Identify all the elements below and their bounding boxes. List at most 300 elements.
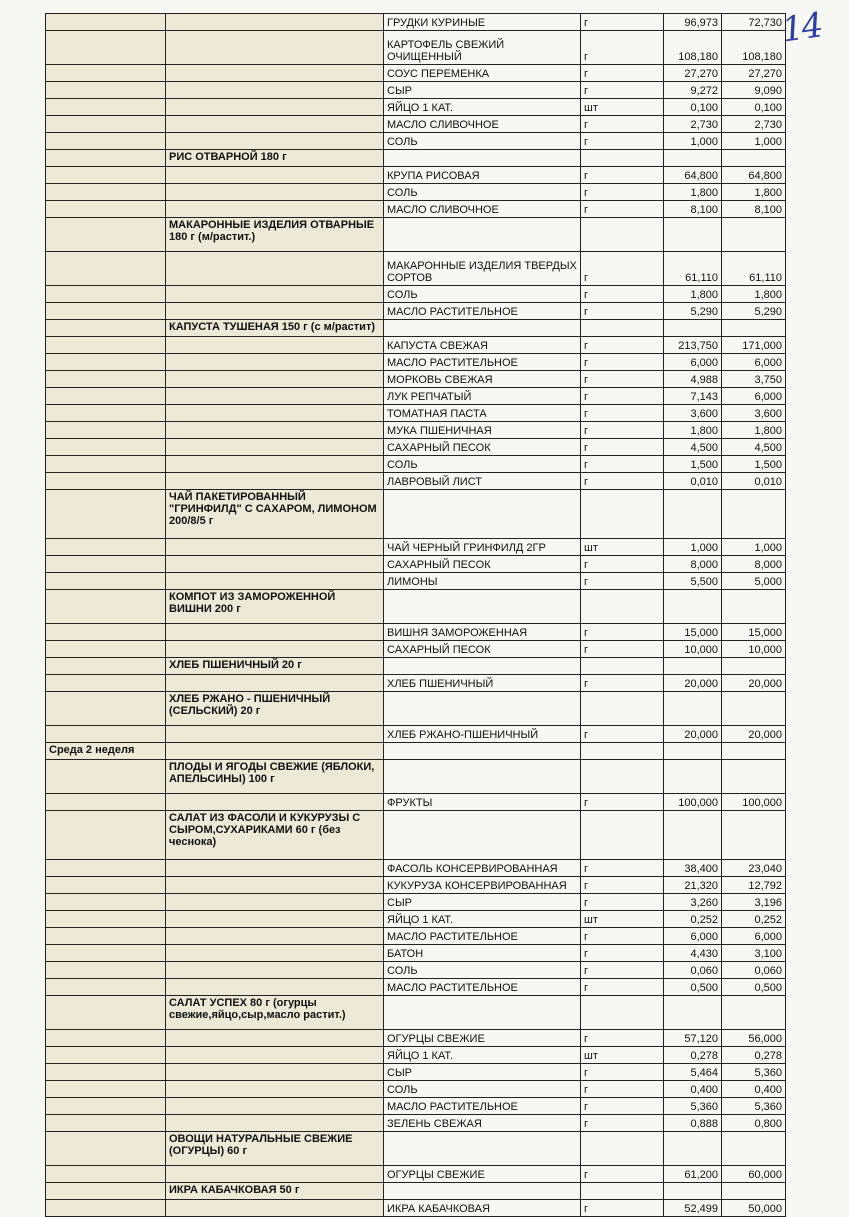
ingredient-name: МАСЛО СЛИВОЧНОЕ — [384, 116, 581, 133]
day-cell — [46, 641, 166, 658]
gross-weight — [664, 658, 722, 675]
unit-cell: г — [581, 894, 664, 911]
net-weight: 0,500 — [722, 979, 786, 996]
net-weight: 1,800 — [722, 422, 786, 439]
unit-cell: г — [581, 422, 664, 439]
gross-weight: 4,988 — [664, 371, 722, 388]
net-weight — [722, 760, 786, 794]
gross-weight — [664, 692, 722, 726]
ingredient-row — [46, 928, 786, 945]
dish-name: РИС ОТВАРНОЙ 180 г — [166, 150, 384, 167]
gross-weight: 1,000 — [664, 133, 722, 150]
dish-cell — [166, 945, 384, 962]
unit-cell — [581, 590, 664, 624]
gross-weight: 0,500 — [664, 979, 722, 996]
gross-weight: 5,464 — [664, 1064, 722, 1081]
gross-weight: 2,730 — [664, 116, 722, 133]
ingredient-row — [46, 31, 786, 65]
dish-cell — [166, 1200, 384, 1217]
net-weight: 100,000 — [722, 794, 786, 811]
dish-name: ЧАЙ ПАКЕТИРОВАННЫЙ "ГРИНФИЛД" С САХАРОМ, ЛИМОНОМ 200/8/5 г — [166, 490, 384, 539]
dish-cell — [166, 473, 384, 490]
unit-cell: г — [581, 928, 664, 945]
net-weight: 50,000 — [722, 1200, 786, 1217]
day-cell — [46, 1200, 166, 1217]
day-cell — [46, 658, 166, 675]
unit-cell: г — [581, 167, 664, 184]
dish-cell — [166, 82, 384, 99]
ingredient-row — [46, 641, 786, 658]
unit-cell: г — [581, 133, 664, 150]
dish-cell — [166, 624, 384, 641]
ingredient-row — [46, 405, 786, 422]
net-weight: 23,040 — [722, 860, 786, 877]
day-cell — [46, 911, 166, 928]
day-row — [46, 743, 786, 760]
day-cell — [46, 590, 166, 624]
net-weight: 108,180 — [722, 31, 786, 65]
ingredient-name: СОЛЬ — [384, 1081, 581, 1098]
unit-cell — [581, 218, 664, 252]
dish-cell — [166, 573, 384, 590]
day-cell — [46, 65, 166, 82]
gross-weight: 5,290 — [664, 303, 722, 320]
day-cell — [46, 1115, 166, 1132]
unit-cell: г — [581, 675, 664, 692]
day-cell — [46, 1064, 166, 1081]
ingredient-row — [46, 184, 786, 201]
net-weight: 1,000 — [722, 539, 786, 556]
dish-row — [46, 320, 786, 337]
gross-weight: 0,400 — [664, 1081, 722, 1098]
dish-cell — [166, 388, 384, 405]
day-cell — [46, 726, 166, 743]
dish-name: ХЛЕБ ПШЕНИЧНЫЙ 20 г — [166, 658, 384, 675]
ingredient-name — [384, 150, 581, 167]
day-cell — [46, 1132, 166, 1166]
dish-row — [46, 760, 786, 794]
ingredient-name: СОЛЬ — [384, 456, 581, 473]
ingredient-name: МАСЛО РАСТИТЕЛЬНОЕ — [384, 928, 581, 945]
net-weight: 3,750 — [722, 371, 786, 388]
dish-cell — [166, 894, 384, 911]
dish-cell — [166, 371, 384, 388]
ingredient-row — [46, 371, 786, 388]
ingredient-name: ЧАЙ ЧЕРНЫЙ ГРИНФИЛД 2ГР — [384, 539, 581, 556]
ingredient-name: ГРУДКИ КУРИНЫЕ — [384, 14, 581, 31]
day-cell — [46, 894, 166, 911]
gross-weight: 8,000 — [664, 556, 722, 573]
ingredient-name: ЛАВРОВЫЙ ЛИСТ — [384, 473, 581, 490]
net-weight: 3,196 — [722, 894, 786, 911]
day-cell — [46, 760, 166, 794]
net-weight — [722, 1132, 786, 1166]
net-weight: 27,270 — [722, 65, 786, 82]
day-cell — [46, 573, 166, 590]
ingredient-name: ФАСОЛЬ КОНСЕРВИРОВАННАЯ — [384, 860, 581, 877]
gross-weight: 0,278 — [664, 1047, 722, 1064]
gross-weight: 7,143 — [664, 388, 722, 405]
dish-cell — [166, 877, 384, 894]
dish-cell — [166, 1047, 384, 1064]
gross-weight: 108,180 — [664, 31, 722, 65]
ingredient-name: ФРУКТЫ — [384, 794, 581, 811]
dish-cell — [166, 1081, 384, 1098]
dish-cell — [166, 556, 384, 573]
day-cell — [46, 692, 166, 726]
dish-row — [46, 1183, 786, 1200]
day-label: Среда 2 неделя — [46, 743, 166, 760]
unit-cell: г — [581, 31, 664, 65]
ingredient-row — [46, 794, 786, 811]
unit-cell: г — [581, 556, 664, 573]
day-cell — [46, 1166, 166, 1183]
day-cell — [46, 422, 166, 439]
day-cell — [46, 14, 166, 31]
dish-cell — [166, 337, 384, 354]
ingredient-row — [46, 1030, 786, 1047]
day-cell — [46, 201, 166, 218]
day-cell — [46, 1098, 166, 1115]
dish-row — [46, 490, 786, 539]
gross-weight: 6,000 — [664, 928, 722, 945]
net-weight: 0,060 — [722, 962, 786, 979]
ingredient-name: МАСЛО РАСТИТЕЛЬНОЕ — [384, 979, 581, 996]
unit-cell: г — [581, 456, 664, 473]
net-weight: 8,000 — [722, 556, 786, 573]
ingredient-row — [46, 456, 786, 473]
day-cell — [46, 303, 166, 320]
dish-cell — [166, 201, 384, 218]
dish-cell — [166, 1115, 384, 1132]
ingredient-name — [384, 320, 581, 337]
dish-cell — [166, 911, 384, 928]
net-weight: 15,000 — [722, 624, 786, 641]
dish-name: ХЛЕБ РЖАНО - ПШЕНИЧНЫЙ (СЕЛЬСКИЙ) 20 г — [166, 692, 384, 726]
unit-cell — [581, 692, 664, 726]
dish-cell — [166, 1030, 384, 1047]
dish-cell — [166, 65, 384, 82]
ingredient-name: ХЛЕБ РЖАНО-ПШЕНИЧНЫЙ — [384, 726, 581, 743]
day-cell — [46, 624, 166, 641]
gross-weight: 5,360 — [664, 1098, 722, 1115]
net-weight: 5,000 — [722, 573, 786, 590]
day-cell — [46, 218, 166, 252]
dish-cell — [166, 286, 384, 303]
net-weight: 12,792 — [722, 877, 786, 894]
day-cell — [46, 150, 166, 167]
gross-weight: 27,270 — [664, 65, 722, 82]
net-weight: 10,000 — [722, 641, 786, 658]
dish-cell — [166, 726, 384, 743]
net-weight: 171,000 — [722, 337, 786, 354]
unit-cell: г — [581, 1200, 664, 1217]
dish-cell — [166, 14, 384, 31]
dish-cell — [166, 979, 384, 996]
unit-cell: г — [581, 979, 664, 996]
day-cell — [46, 456, 166, 473]
day-cell — [46, 996, 166, 1030]
ingredient-name: МОРКОВЬ СВЕЖАЯ — [384, 371, 581, 388]
unit-cell: г — [581, 1030, 664, 1047]
ingredient-row — [46, 14, 786, 31]
ingredient-name: КАРТОФЕЛЬ СВЕЖИЙ ОЧИЩЕННЫЙ — [384, 31, 581, 65]
net-weight: 20,000 — [722, 675, 786, 692]
day-cell — [46, 99, 166, 116]
ingredient-name: СОЛЬ — [384, 962, 581, 979]
ingredient-name: КРУПА РИСОВАЯ — [384, 167, 581, 184]
ingredient-row — [46, 337, 786, 354]
gross-weight: 0,100 — [664, 99, 722, 116]
gross-weight: 1,000 — [664, 539, 722, 556]
ingredient-name: ЛУК РЕПЧАТЫЙ — [384, 388, 581, 405]
dish-name: КАПУСТА ТУШЕНАЯ 150 г (с м/растит) — [166, 320, 384, 337]
gross-weight: 1,800 — [664, 422, 722, 439]
unit-cell: г — [581, 1115, 664, 1132]
ingredient-name: СОЛЬ — [384, 133, 581, 150]
net-weight — [722, 811, 786, 860]
net-weight: 6,000 — [722, 928, 786, 945]
ingredient-row — [46, 252, 786, 286]
net-weight — [722, 320, 786, 337]
gross-weight: 5,500 — [664, 573, 722, 590]
day-cell — [46, 556, 166, 573]
dish-name: ПЛОДЫ И ЯГОДЫ СВЕЖИЕ (ЯБЛОКИ, АПЕЛЬСИНЫ) 100 г — [166, 760, 384, 794]
net-weight: 5,360 — [722, 1098, 786, 1115]
ingredient-row — [46, 877, 786, 894]
ingredient-row — [46, 675, 786, 692]
day-cell — [46, 82, 166, 99]
ingredient-row — [46, 65, 786, 82]
day-cell — [46, 928, 166, 945]
gross-weight: 21,320 — [664, 877, 722, 894]
net-weight — [722, 1183, 786, 1200]
net-weight: 1,800 — [722, 184, 786, 201]
ingredient-name: ЯЙЦО 1 КАТ. — [384, 1047, 581, 1064]
day-cell — [46, 252, 166, 286]
gross-weight: 10,000 — [664, 641, 722, 658]
day-cell — [46, 184, 166, 201]
ingredient-name: ВИШНЯ ЗАМОРОЖЕННАЯ — [384, 624, 581, 641]
net-weight: 3,100 — [722, 945, 786, 962]
gross-weight: 9,272 — [664, 82, 722, 99]
ingredient-row — [46, 556, 786, 573]
net-weight: 6,000 — [722, 354, 786, 371]
dish-cell — [166, 405, 384, 422]
dish-cell — [166, 456, 384, 473]
net-weight: 0,100 — [722, 99, 786, 116]
gross-weight — [664, 811, 722, 860]
dish-row — [46, 811, 786, 860]
ingredient-name: МАСЛО СЛИВОЧНОЕ — [384, 201, 581, 218]
unit-cell: г — [581, 641, 664, 658]
unit-cell: г — [581, 405, 664, 422]
ingredient-name — [384, 1132, 581, 1166]
ingredient-row — [46, 1064, 786, 1081]
dish-row — [46, 218, 786, 252]
ingredient-name: ОГУРЦЫ СВЕЖИЕ — [384, 1030, 581, 1047]
gross-weight: 0,060 — [664, 962, 722, 979]
unit-cell — [581, 490, 664, 539]
ingredient-row — [46, 286, 786, 303]
ingredient-name — [384, 590, 581, 624]
unit-cell: г — [581, 65, 664, 82]
net-weight — [722, 743, 786, 760]
day-cell — [46, 133, 166, 150]
ingredient-name: СЫР — [384, 1064, 581, 1081]
table-body — [46, 14, 786, 1217]
unit-cell: г — [581, 252, 664, 286]
day-cell — [46, 1183, 166, 1200]
net-weight: 20,000 — [722, 726, 786, 743]
dish-row — [46, 150, 786, 167]
net-weight: 9,090 — [722, 82, 786, 99]
unit-cell: г — [581, 962, 664, 979]
net-weight: 3,600 — [722, 405, 786, 422]
ingredient-name: ИКРА КАБАЧКОВАЯ — [384, 1200, 581, 1217]
dish-name: МАКАРОННЫЕ ИЗДЕЛИЯ ОТВАРНЫЕ 180 г (м/растит.) — [166, 218, 384, 252]
page-number-mark: 14 — [779, 5, 824, 51]
gross-weight: 4,430 — [664, 945, 722, 962]
ingredient-name: СЫР — [384, 894, 581, 911]
day-cell — [46, 794, 166, 811]
gross-weight: 100,000 — [664, 794, 722, 811]
ingredient-row — [46, 894, 786, 911]
ingredient-name — [384, 811, 581, 860]
day-cell — [46, 860, 166, 877]
unit-cell — [581, 1183, 664, 1200]
gross-weight: 4,500 — [664, 439, 722, 456]
gross-weight — [664, 590, 722, 624]
ingredient-name: БАТОН — [384, 945, 581, 962]
day-cell — [46, 962, 166, 979]
ingredient-name: ЯЙЦО 1 КАТ. — [384, 911, 581, 928]
ingredient-row — [46, 1115, 786, 1132]
dish-row — [46, 658, 786, 675]
gross-weight: 1,800 — [664, 286, 722, 303]
net-weight: 0,800 — [722, 1115, 786, 1132]
day-cell — [46, 1030, 166, 1047]
unit-cell: г — [581, 1064, 664, 1081]
gross-weight — [664, 760, 722, 794]
unit-cell: г — [581, 439, 664, 456]
net-weight: 5,360 — [722, 1064, 786, 1081]
day-cell — [46, 979, 166, 996]
net-weight: 1,800 — [722, 286, 786, 303]
dish-row — [46, 996, 786, 1030]
ingredient-row — [46, 539, 786, 556]
gross-weight: 57,120 — [664, 1030, 722, 1047]
ingredient-name: САХАРНЫЙ ПЕСОК — [384, 556, 581, 573]
net-weight: 61,110 — [722, 252, 786, 286]
day-cell — [46, 473, 166, 490]
gross-weight: 20,000 — [664, 675, 722, 692]
ingredient-row — [46, 303, 786, 320]
gross-weight: 64,800 — [664, 167, 722, 184]
net-weight — [722, 996, 786, 1030]
unit-cell — [581, 1132, 664, 1166]
day-cell — [46, 286, 166, 303]
dish-cell — [166, 860, 384, 877]
ingredient-name: ТОМАТНАЯ ПАСТА — [384, 405, 581, 422]
ingredient-name: КУКУРУЗА КОНСЕРВИРОВАННАЯ — [384, 877, 581, 894]
unit-cell: г — [581, 473, 664, 490]
unit-cell: г — [581, 286, 664, 303]
ingredient-name: МАСЛО РАСТИТЕЛЬНОЕ — [384, 1098, 581, 1115]
gross-weight — [664, 1183, 722, 1200]
ingredient-row — [46, 354, 786, 371]
dish-cell — [166, 962, 384, 979]
net-weight: 60,000 — [722, 1166, 786, 1183]
unit-cell: г — [581, 371, 664, 388]
dish-cell — [166, 31, 384, 65]
day-cell — [46, 539, 166, 556]
ingredient-row — [46, 133, 786, 150]
day-cell — [46, 490, 166, 539]
unit-cell: г — [581, 337, 664, 354]
unit-cell: г — [581, 116, 664, 133]
day-cell — [46, 337, 166, 354]
unit-cell — [581, 996, 664, 1030]
ingredient-row — [46, 388, 786, 405]
net-weight: 64,800 — [722, 167, 786, 184]
unit-cell — [581, 743, 664, 760]
dish-cell — [166, 184, 384, 201]
unit-cell: г — [581, 303, 664, 320]
ingredient-name: КАПУСТА СВЕЖАЯ — [384, 337, 581, 354]
unit-cell: г — [581, 877, 664, 894]
ingredient-name: МУКА ПШЕНИЧНАЯ — [384, 422, 581, 439]
dish-row — [46, 1132, 786, 1166]
dish-name: ОВОЩИ НАТУРАЛЬНЫЕ СВЕЖИЕ (ОГУРЦЫ) 60 г — [166, 1132, 384, 1166]
ingredient-name: СОЛЬ — [384, 286, 581, 303]
gross-weight — [664, 218, 722, 252]
unit-cell — [581, 760, 664, 794]
ingredient-row — [46, 99, 786, 116]
gross-weight: 52,499 — [664, 1200, 722, 1217]
ingredient-name: САХАРНЫЙ ПЕСОК — [384, 439, 581, 456]
dish-cell — [166, 116, 384, 133]
net-weight — [722, 218, 786, 252]
ingredient-name — [384, 1183, 581, 1200]
ingredient-name: СОЛЬ — [384, 184, 581, 201]
gross-weight: 38,400 — [664, 860, 722, 877]
unit-cell: г — [581, 1081, 664, 1098]
dish-name: ИКРА КАБАЧКОВАЯ 50 г — [166, 1183, 384, 1200]
dish-cell — [166, 422, 384, 439]
gross-weight: 6,000 — [664, 354, 722, 371]
ingredient-row — [46, 1098, 786, 1115]
day-cell — [46, 320, 166, 337]
dish-name: САЛАТ ИЗ ФАСОЛИ И КУКУРУЗЫ С СЫРОМ,СУХАРИКАМИ 60 г (без чеснока) — [166, 811, 384, 860]
unit-cell: г — [581, 1166, 664, 1183]
dish-cell — [166, 99, 384, 116]
ingredient-row — [46, 962, 786, 979]
gross-weight: 3,260 — [664, 894, 722, 911]
ingredient-name: ЗЕЛЕНЬ СВЕЖАЯ — [384, 1115, 581, 1132]
ingredient-name: МАСЛО РАСТИТЕЛЬНОЕ — [384, 303, 581, 320]
dish-cell — [166, 1064, 384, 1081]
dish-cell — [166, 252, 384, 286]
day-cell — [46, 811, 166, 860]
gross-weight: 1,800 — [664, 184, 722, 201]
unit-cell: г — [581, 945, 664, 962]
ingredient-name: ЯЙЦО 1 КАТ. — [384, 99, 581, 116]
net-weight: 56,000 — [722, 1030, 786, 1047]
gross-weight: 0,010 — [664, 473, 722, 490]
unit-cell — [581, 150, 664, 167]
day-cell — [46, 877, 166, 894]
